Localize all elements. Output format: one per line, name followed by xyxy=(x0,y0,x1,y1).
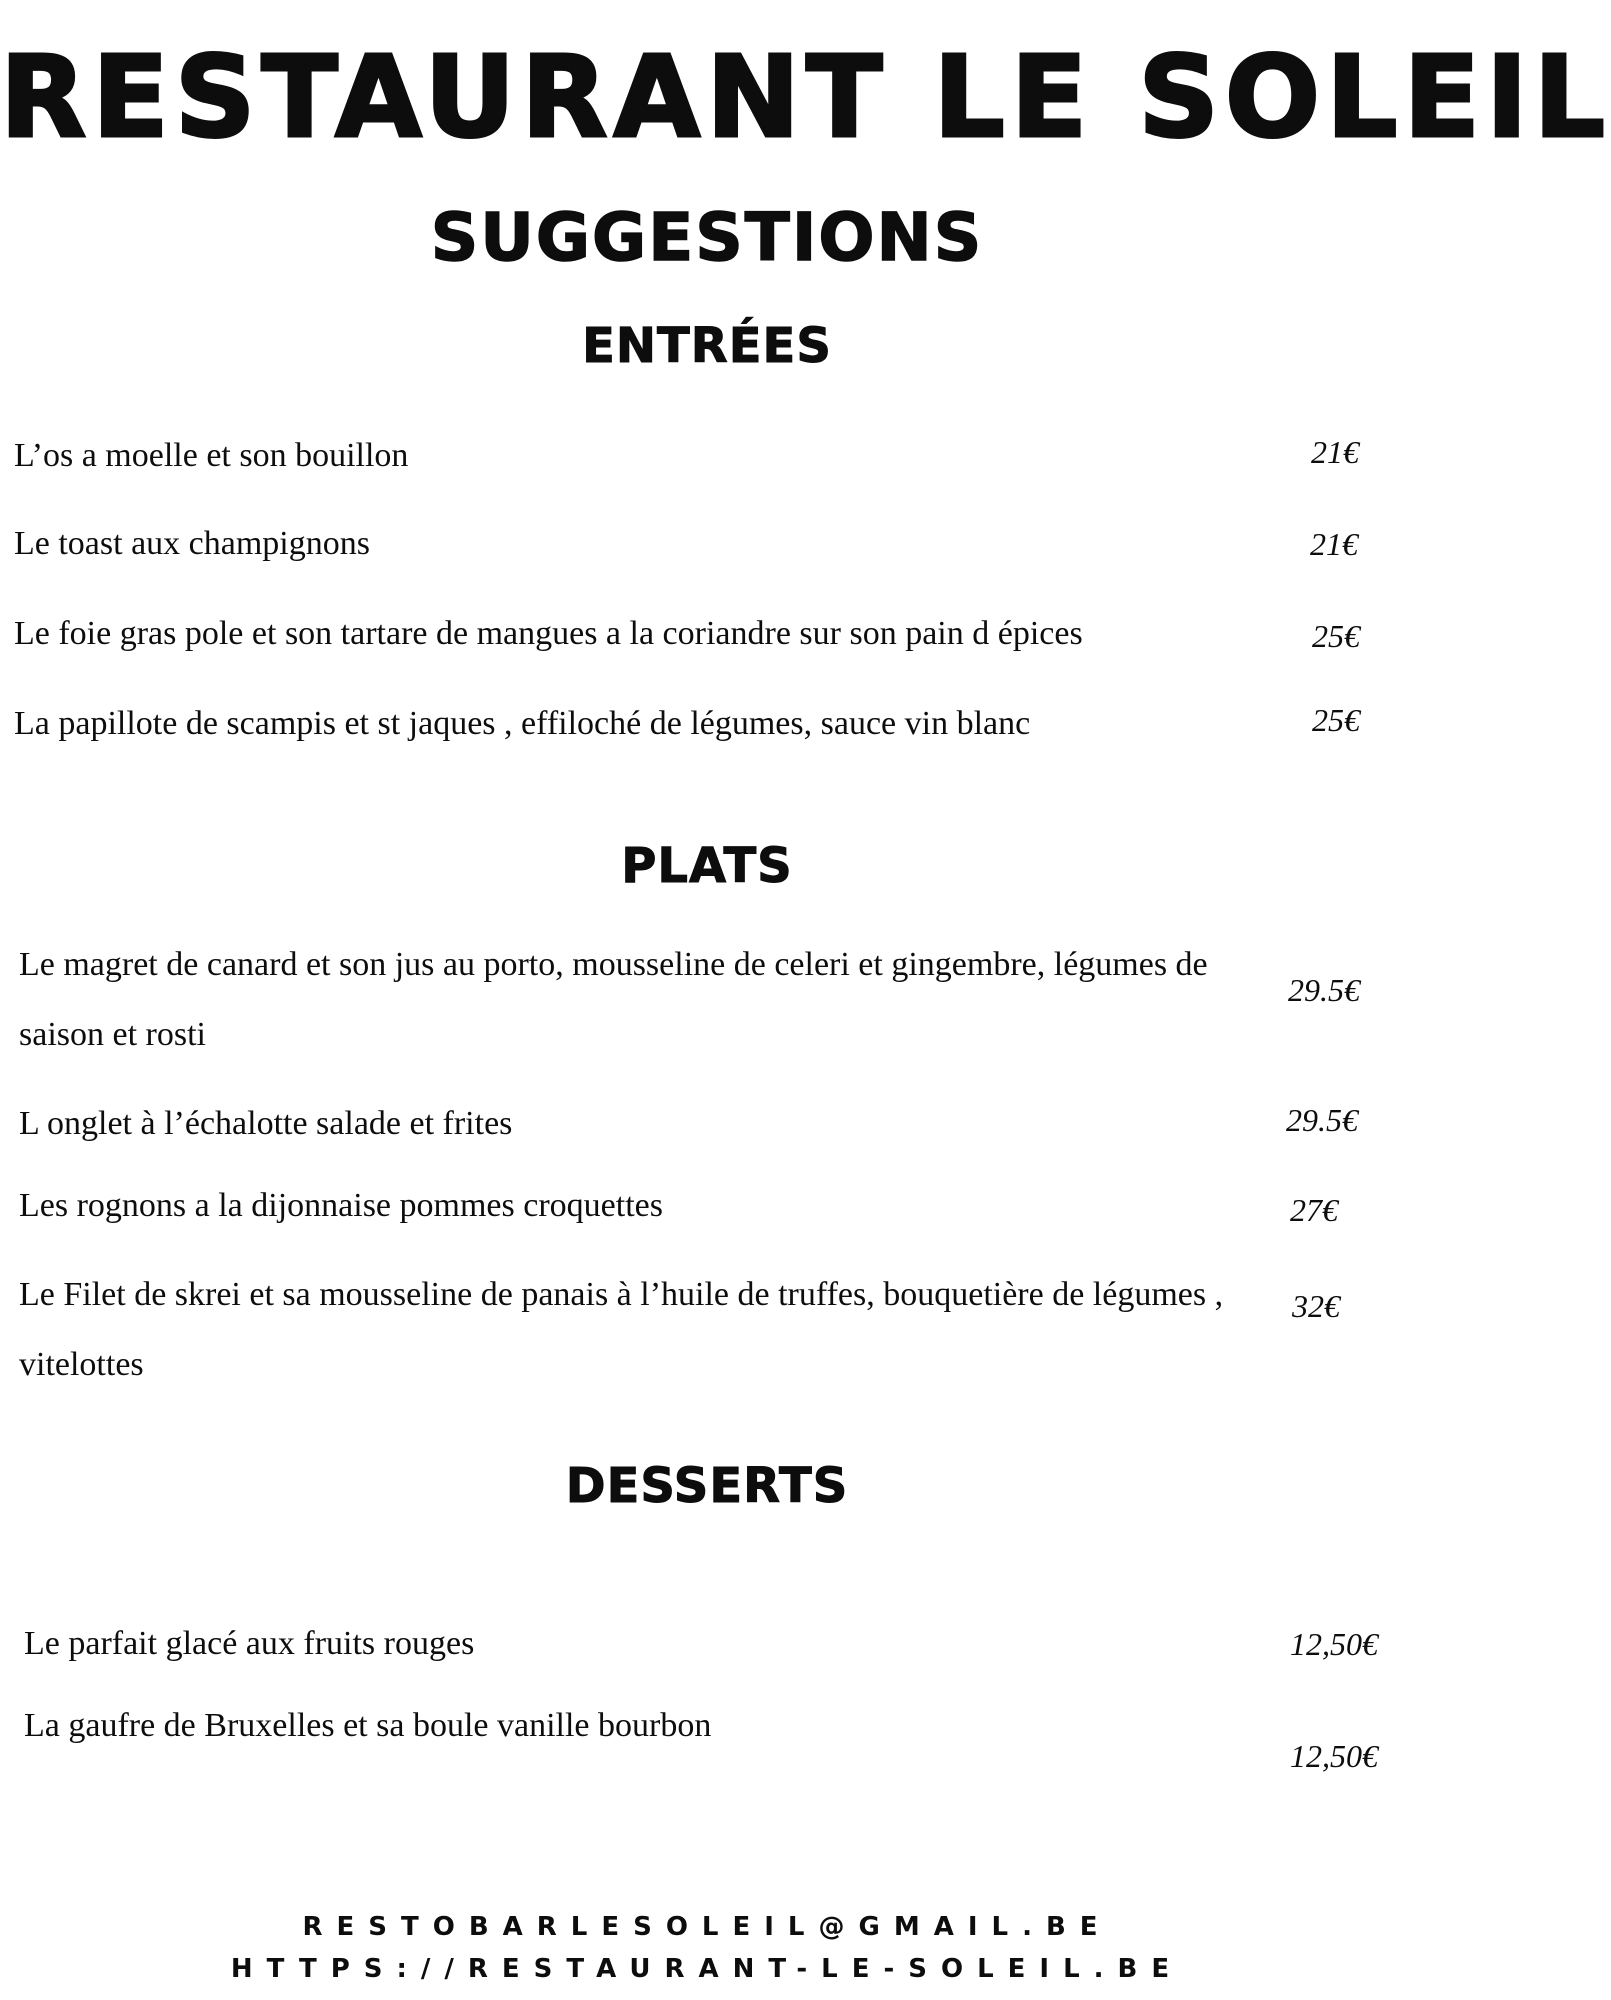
menu-item-price: 21€ xyxy=(1311,434,1359,470)
menu-item-name: Le magret de canard et son jus au porto, mousseline de celeri et gingembre, légumes de saison et rosti xyxy=(19,946,1208,1053)
menu-item-name: Le parfait glacé aux fruits rouges xyxy=(24,1625,475,1662)
menu-item-name: Le Filet de skrei et sa mousseline de panais à l’huile de truffes, bouquetière de légumes , vitelottes xyxy=(19,1276,1224,1383)
menu-item-price: 27€ xyxy=(1290,1192,1338,1228)
menu-item-price: 12,50€ xyxy=(1290,1626,1378,1662)
menu-item-name: L onglet à l’échalotte salade et frites xyxy=(19,1105,513,1142)
footer-website[interactable]: HTTPS://RESTAURANT-LE-SOLEIL.BE xyxy=(230,1954,1184,1984)
section-heading-plats: PLATS xyxy=(621,838,793,894)
menu-item-price: 32€ xyxy=(1292,1288,1340,1324)
menu-item-name: La papillote de scampis et st jaques , effiloché de légumes, sauce vin blanc xyxy=(14,705,1031,742)
menu-item-name: La gaufre de Bruxelles et sa boule vanille bourbon xyxy=(24,1707,712,1744)
menu-item-name: Le toast aux champignons xyxy=(14,525,370,562)
menu-subtitle: SUGGESTIONS xyxy=(430,199,984,276)
menu-item-price: 29.5€ xyxy=(1288,972,1360,1008)
menu-item-name: Les rognons a la dijonnaise pommes croquettes xyxy=(19,1187,663,1224)
menu-item-name: L’os a moelle et son bouillon xyxy=(14,437,409,474)
menu-item-price: 25€ xyxy=(1312,702,1360,738)
footer-email[interactable]: RESTOBARLESOLEIL@GMAIL.BE xyxy=(302,1912,1112,1942)
restaurant-title: RESTAURANT LE SOLEIL xyxy=(0,33,1611,163)
menu-item-price: 12,50€ xyxy=(1290,1738,1378,1774)
menu-item-price: 21€ xyxy=(1310,526,1358,562)
menu-item-price: 29.5€ xyxy=(1286,1102,1358,1138)
section-heading-entrees: ENTRÉES xyxy=(582,318,832,374)
section-heading-desserts: DESSERTS xyxy=(565,1458,849,1514)
menu-item-name: Le foie gras pole et son tartare de mangues a la coriandre sur son pain d épices xyxy=(14,615,1083,652)
menu-item-price: 25€ xyxy=(1312,618,1360,654)
